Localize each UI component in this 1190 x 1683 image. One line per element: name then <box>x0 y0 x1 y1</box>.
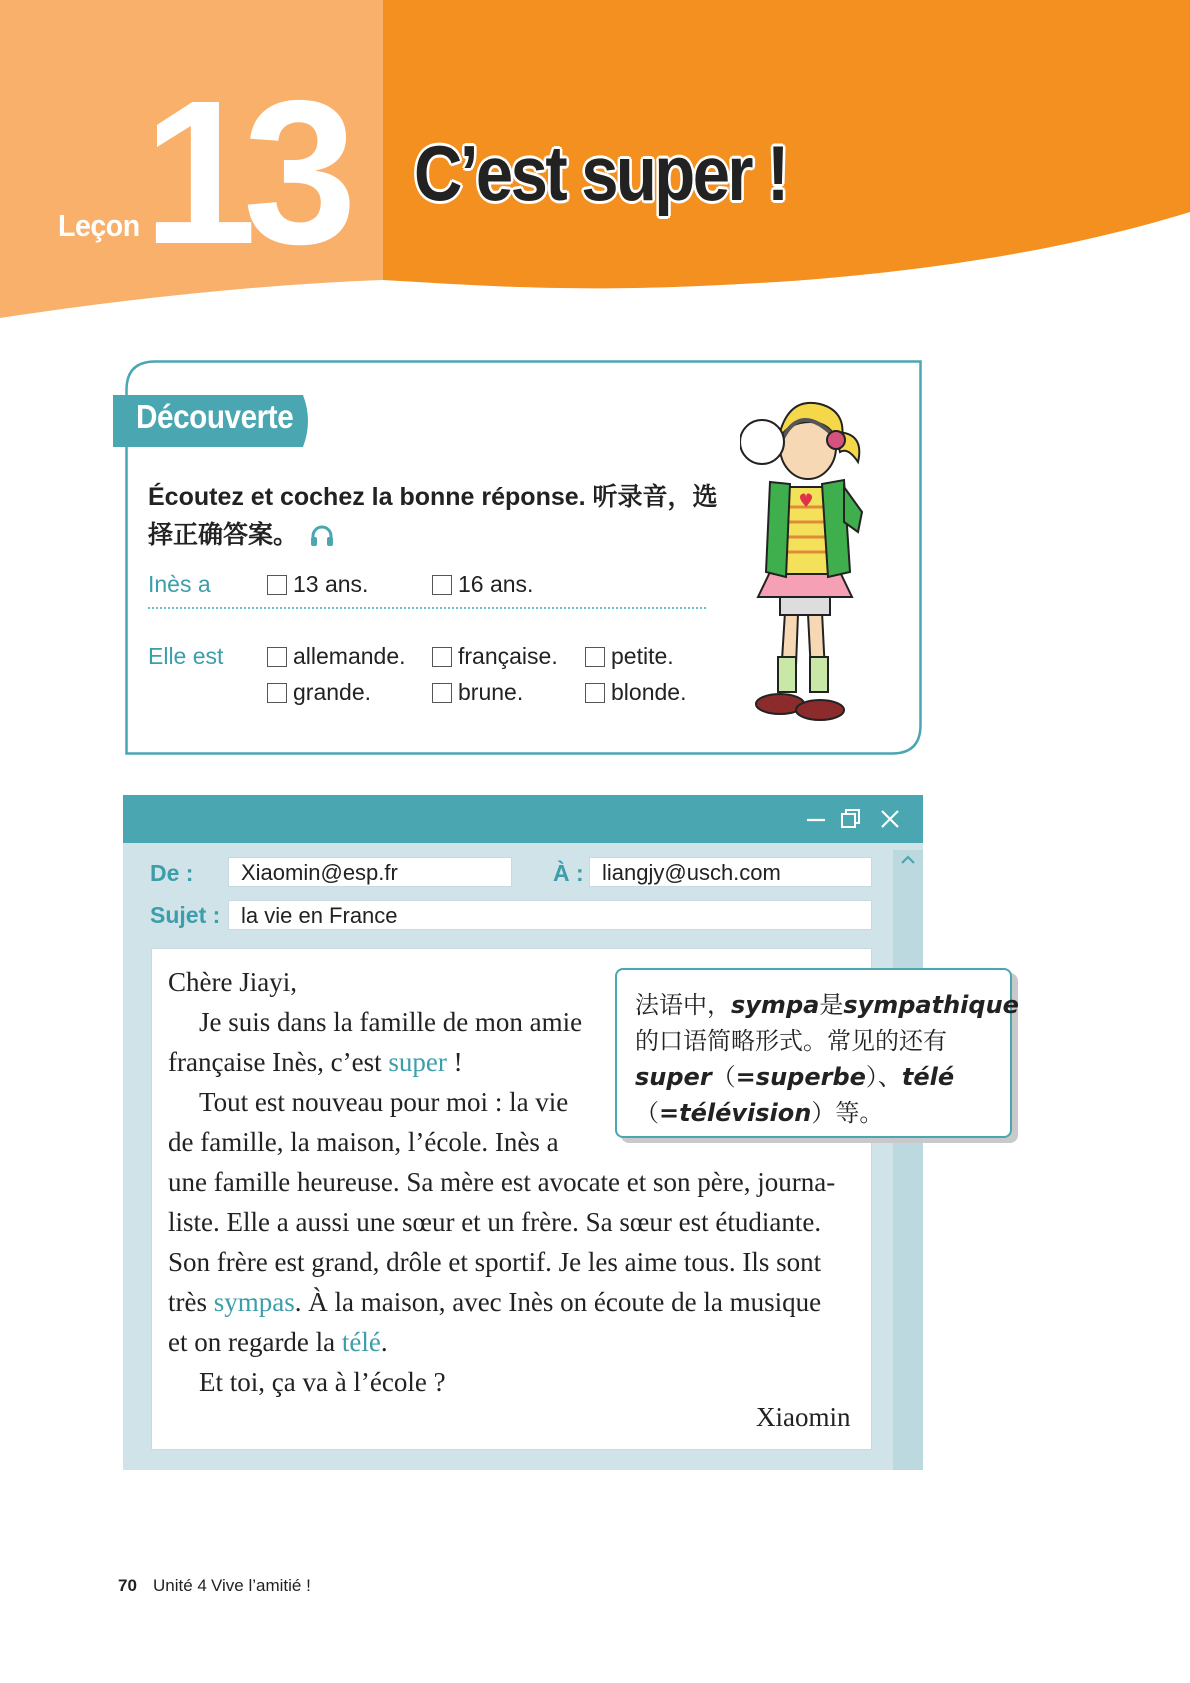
from-label: De : <box>150 860 194 886</box>
checkbox-petite[interactable]: petite. <box>585 643 674 670</box>
instruction-line2: 择正确答案。 <box>148 521 299 549</box>
checkbox-box[interactable] <box>267 683 287 703</box>
checkbox-box[interactable] <box>267 647 287 667</box>
signature: Xiaomin <box>756 1402 851 1432</box>
highlight-word: télé <box>341 1327 381 1357</box>
minimize-icon[interactable] <box>803 806 829 832</box>
letter-line: Tout est nouveau pour moi : la vie <box>199 1087 569 1117</box>
to-label: À : <box>553 860 584 886</box>
subject-label: Sujet : <box>150 902 221 928</box>
checkbox-16-ans[interactable]: 16 ans. <box>432 571 533 598</box>
highlight-word: super <box>388 1047 447 1077</box>
note-line: 的口语简略形式。常见的还有 <box>635 1028 947 1055</box>
instruction-text <box>148 478 718 554</box>
letter-line: Chère Jiayi, <box>168 967 297 997</box>
checkbox-blonde[interactable]: blonde. <box>585 679 686 706</box>
checkbox-brune[interactable]: brune. <box>432 679 523 706</box>
headphone-icon[interactable] <box>309 524 335 548</box>
checkbox-box[interactable] <box>585 647 605 667</box>
checkbox-box[interactable] <box>585 683 605 703</box>
checkbox-box[interactable] <box>432 683 452 703</box>
note-line: 法语中，sympa是sympathique <box>635 991 1019 1019</box>
restore-icon[interactable] <box>838 806 864 832</box>
dotted-divider <box>148 607 706 609</box>
letter-line: et on regarde la télé. <box>168 1327 388 1357</box>
letter-line: très sympas. À la maison, avec Inès on écoute de la musique <box>168 1287 822 1317</box>
letter-line: de famille, la maison, l’école. Inès a <box>168 1127 559 1157</box>
to-field[interactable]: liangjy@usch.com <box>589 857 872 887</box>
close-icon[interactable] <box>877 806 903 832</box>
letter-line: française Inès, c’est super ! <box>168 1047 463 1077</box>
checkbox-box[interactable] <box>432 647 452 667</box>
checkbox-box[interactable] <box>267 575 287 595</box>
letter-line: une famille heureuse. Sa mère est avocate et son père, journa- <box>168 1167 836 1197</box>
note-line: super（=superbe）、télé <box>635 1063 955 1091</box>
instruction-line1: Écoutez et cochez la bonne réponse. 听录音，选 <box>148 483 718 511</box>
girl-illustration <box>740 392 890 737</box>
chevron-up-icon[interactable] <box>898 850 918 870</box>
letter-line: Et toi, ça va à l’école ? <box>199 1367 446 1397</box>
decouverte-tab-label: Découverte <box>136 398 294 435</box>
letter-line: Son frère est grand, drôle et sportif. Je les aime tous. Ils sont <box>168 1247 822 1277</box>
footer-unit-title: Vive l’amitié ! <box>211 1576 311 1595</box>
row-label-elle-est: Elle est <box>148 643 224 669</box>
scrollbar[interactable] <box>893 850 923 1470</box>
footer-unit: Unité 4 <box>153 1576 207 1595</box>
row-label-ines-a: Inès a <box>148 571 211 597</box>
page-number: 70 <box>118 1576 137 1595</box>
lecon-label: Leçon <box>58 208 140 243</box>
checkbox-allemande[interactable]: allemande. <box>267 643 406 670</box>
checkbox-grande[interactable]: grande. <box>267 679 371 706</box>
highlight-word: sympas <box>213 1287 295 1317</box>
checkbox-box[interactable] <box>432 575 452 595</box>
letter-line: liste. Elle a aussi une sœur et un frère. Sa sœur est étudiante. <box>168 1207 822 1237</box>
letter-line: Je suis dans la famille de mon amie <box>199 1007 583 1037</box>
from-field[interactable]: Xiaomin@esp.fr <box>228 857 512 887</box>
checkbox-francaise[interactable]: française. <box>432 643 558 670</box>
lesson-number: 13 <box>143 58 344 287</box>
lesson-title: C’est super ! <box>414 129 787 217</box>
note-line: （=télévision）等。 <box>635 1099 884 1127</box>
checkbox-13-ans[interactable]: 13 ans. <box>267 571 368 598</box>
subject-field[interactable]: la vie en France <box>228 900 872 930</box>
